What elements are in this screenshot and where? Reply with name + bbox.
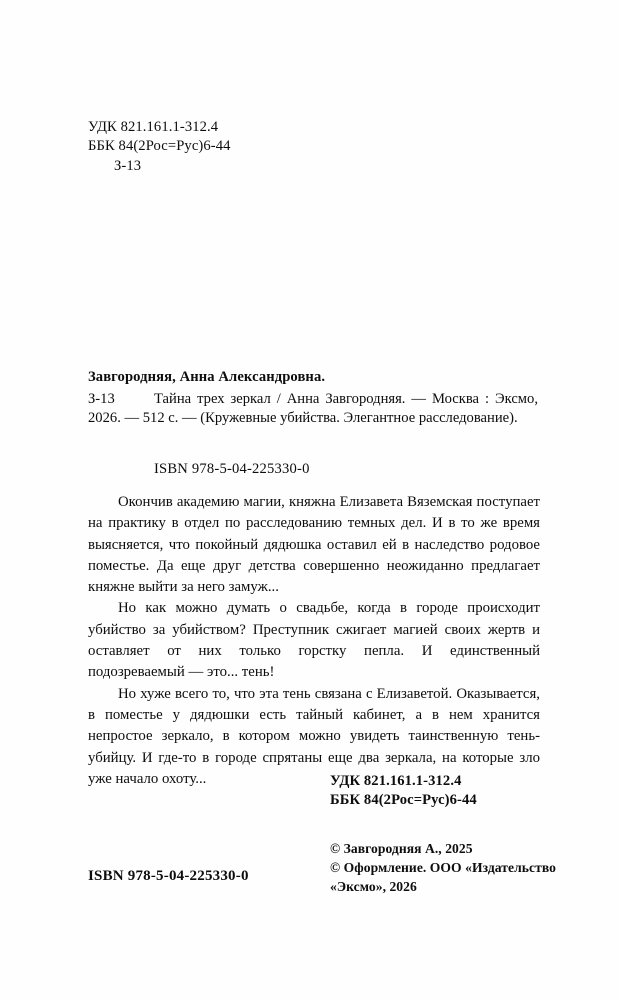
record-description-text: Тайна трех зеркал / Анна Завгородняя. — Москва : Эксмо, 2026. — 512 с. — (Кружевные убийства. Элегантное расследование). [88,390,538,427]
udk-code: УДК 821.161.1-312.4 [88,119,219,135]
udk-code-bottom: УДК 821.161.1-312.4 [330,773,462,789]
record-shelf-mark: З-13 [88,390,115,407]
isbn-record: ISBN 978-5-04-225330-0 [154,461,310,477]
classification-block [88,118,231,176]
copyright-publisher-2: «Эксмо», 2026 [330,878,417,894]
classification-bottom [330,772,477,811]
shelf-mark: З-13 [114,157,142,174]
record-author: Завгородняя, Анна Александровна. [88,369,326,385]
isbn-bottom: ISBN 978-5-04-225330-0 [88,868,249,884]
annotation-paragraph-1: Окончив академию магии, княжна Елизавета Вяземская поступает на практику в отдел по расследованию темных дел. И в то же время выясняется, что покойный дядюшка оставил ей в наследство родовое поместье. Да еще друг детства совершенно неожиданно предлагает княжне выйти за него замуж... [88,494,540,596]
annotation-paragraph-2: Но как можно думать о свадьбе, когда в городе происходит убийство за убийством? Преступник сжигает магией своих жертв и оставляет от них только горстку пепла. И единственный подозреваемый — это... тень! [88,600,540,681]
bbk-code-bottom: ББК 84(2Рос=Рус)6-44 [330,792,477,809]
annotation-paragraph-3: Но хуже всего то, что эта тень связана с Елизаветой. Оказывается, в поместье у дядюшки есть тайный кабинет, а в нем хранится непростое зеркало, в котором можно увидеть таинственную тень-убийцу. И где-то в городе спрятаны еще два зеркала, на которые зло уже начало охоту... [88,685,540,787]
bibliographic-record [88,368,538,429]
copyright-block [330,840,556,896]
record-description [88,390,538,429]
bbk-code: ББК 84(2Рос=Рус)6-44 [88,138,231,155]
annotation-block [88,492,540,790]
copyright-author: © Завгородняя А., 2025 [330,841,473,856]
record-description-wrap [88,390,538,429]
copyright-publisher-1: © Оформление. ООО «Издательство [330,859,556,875]
